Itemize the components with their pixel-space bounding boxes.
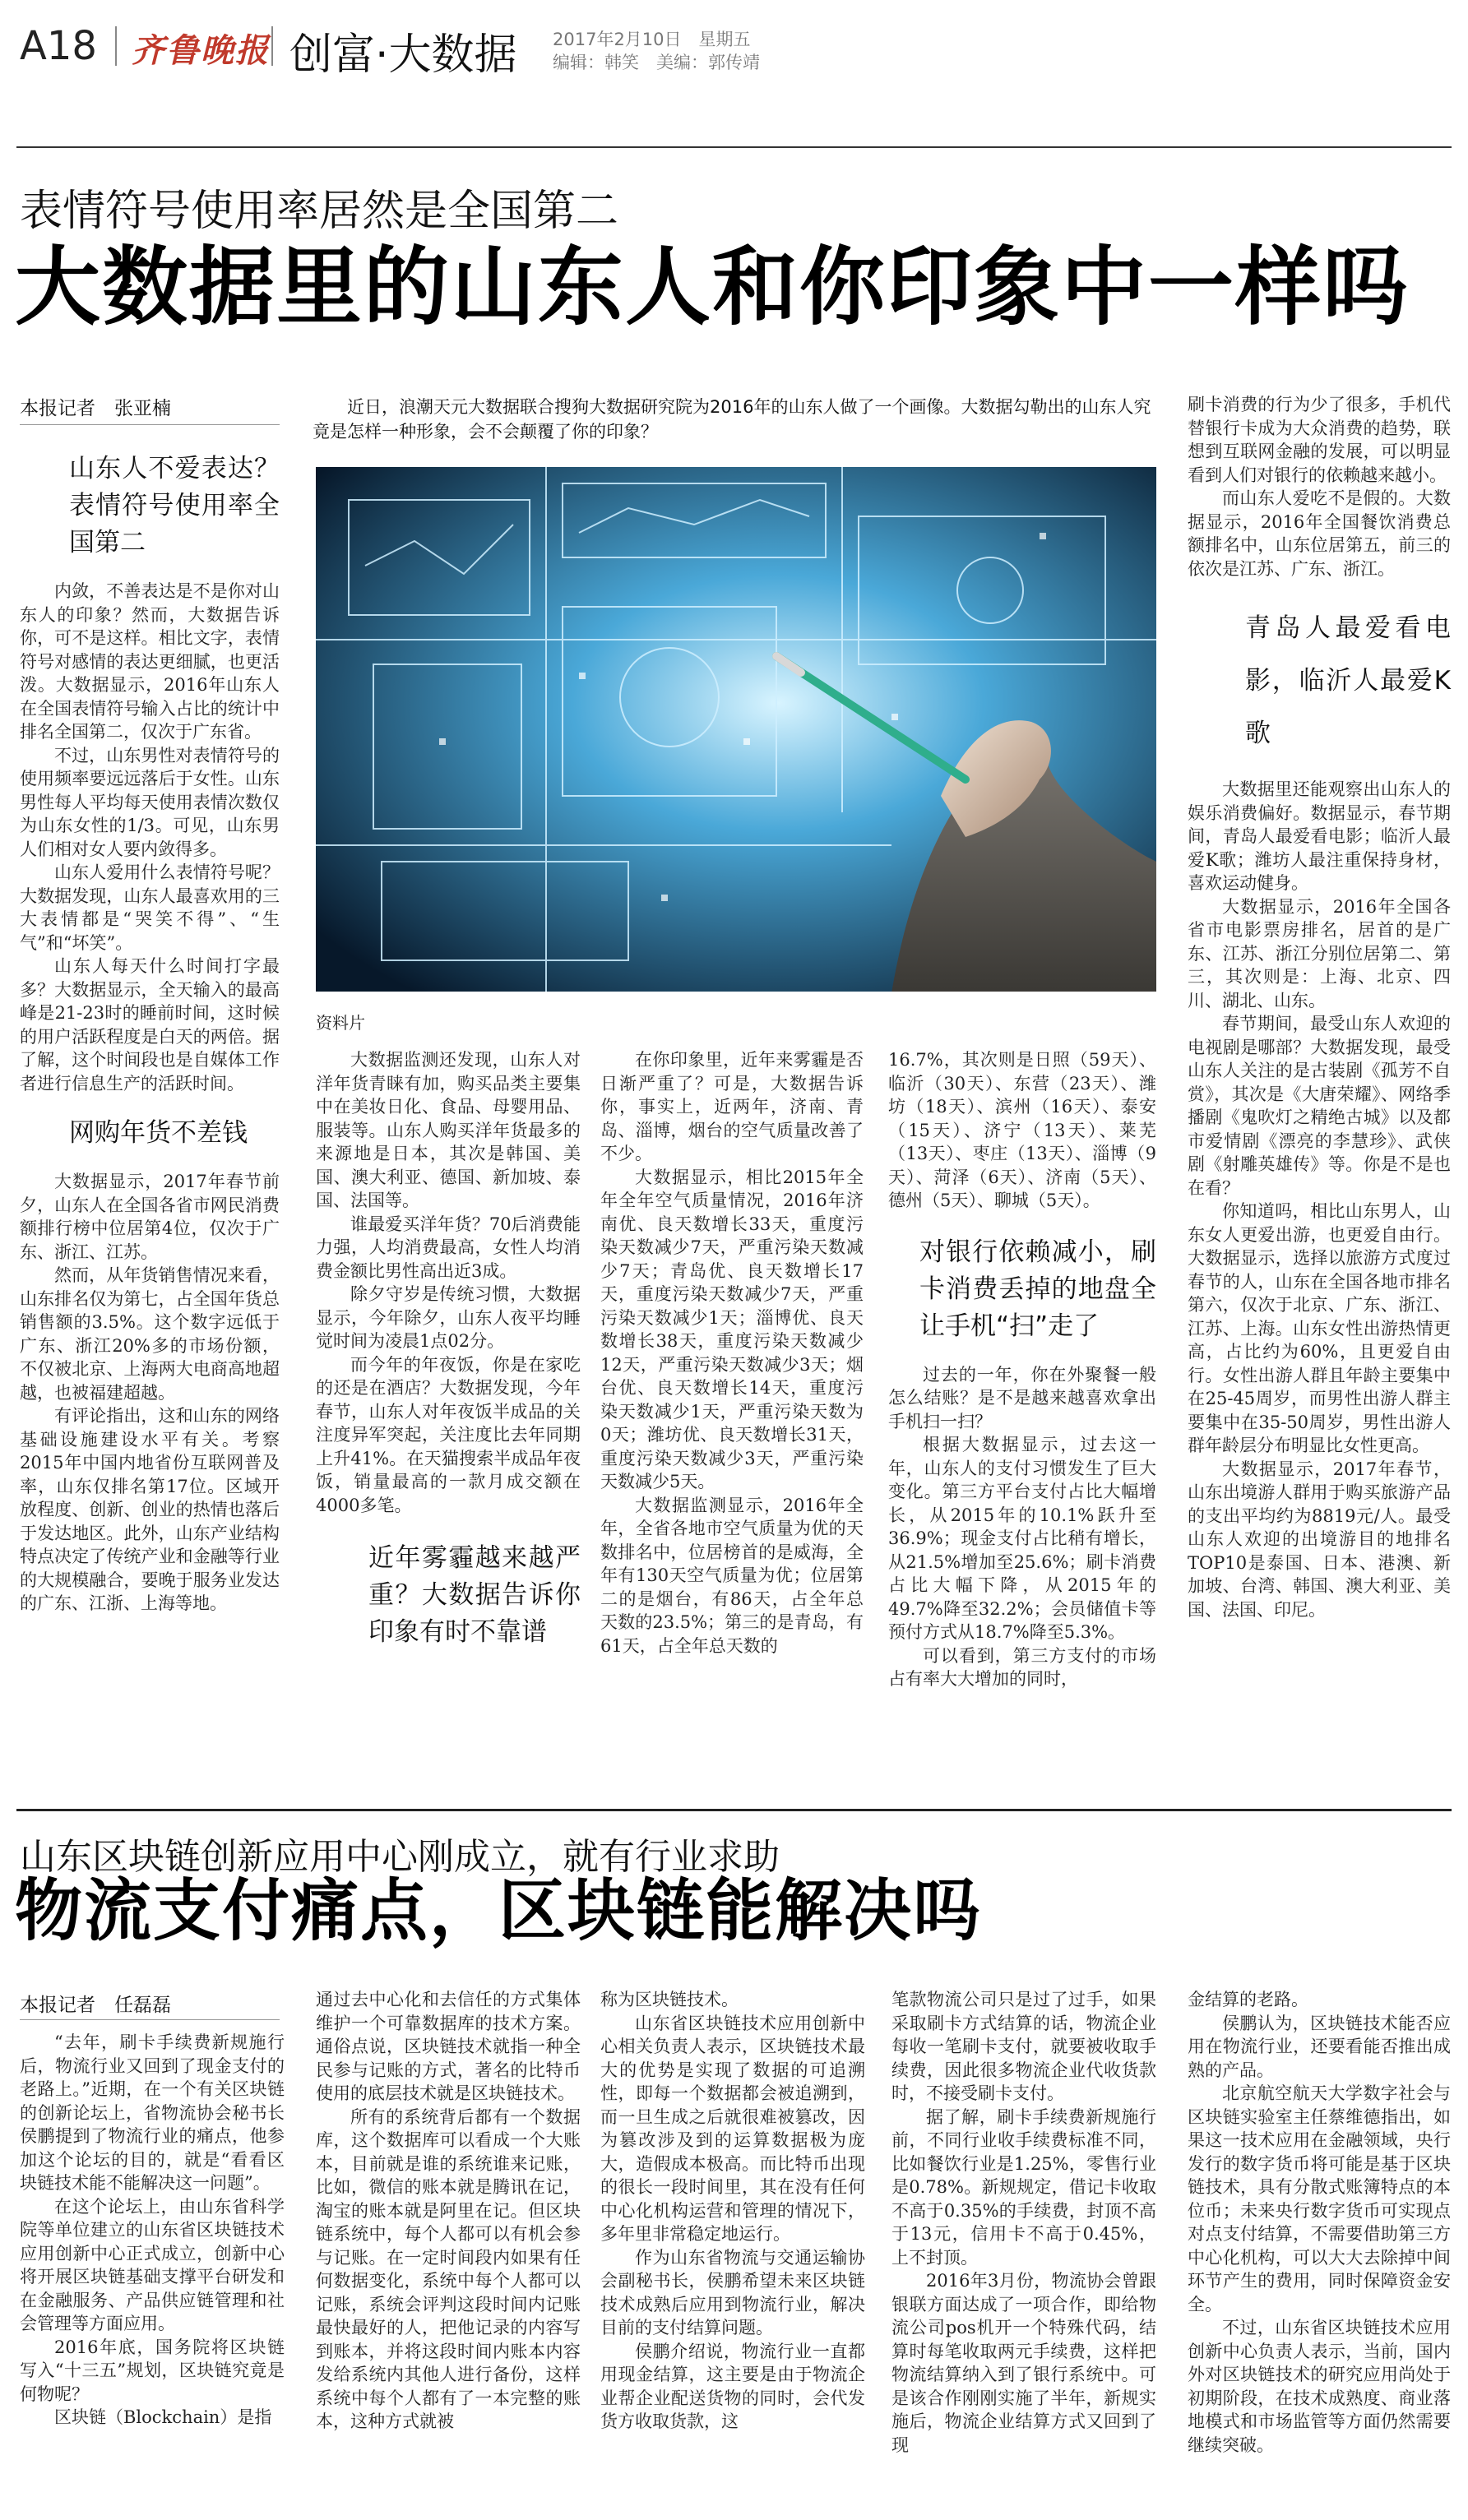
article1-column-2 (316, 1048, 581, 1651)
article1-lede: 近日，浪潮天元大数据联合搜狗大数据研究院为2016年的山东人做了一个画像。大数据勾勒出的山东人究竟是怎样一种形象，会不会颠覆了你的印象？ (313, 397, 1151, 442)
article2-column-1 (20, 2031, 285, 2430)
article1-column-5 (1188, 393, 1451, 1621)
editor-credits: 编辑：韩笑 美编：郭传靖 (553, 53, 760, 72)
paragraph: 2016年底，国务院将区块链写入“十三五”规划，区块链究竟是何物呢？ (20, 2337, 285, 2404)
paragraph: 有评论指出，这和山东的网络基础设施建设水平有关。考察2015年中国内地省份互联网普及率，山东仅排名第17位。区域开放程度、创新、创业的热情也落后于发达地区。此外，山东产业结构特点决定了传统产业和金融等行业的大规模融合，要晚于服务业发达的广东、江浙、上海等地。 (20, 1406, 280, 1613)
paragraph: 而今年的年夜饭，你是在家吃的还是在酒店？大数据发现，今年春节，山东人对年夜饭半成品的关注度异军突起，关注度比去年同期上升41%。在天猫搜索半成品年夜饭，销量最高的一款月成交额在4000多笔。 (316, 1354, 581, 1515)
article2-headline: 物流支付痛点，区块链能解决吗 (15, 1872, 983, 1950)
holographic-interface-image (316, 467, 1156, 992)
paragraph: 通过去中心化和去信任的方式集体维护一个可靠数据库的技术方案。通俗点说，区块链技术就指一种全民参与记账的方式，著名的比特币使用的底层技术就是区块链技术。 (316, 1990, 581, 2103)
paragraph: 内敛，不善表达是不是你对山东人的印象？然而，大数据告诉你，可不是这样。相比文字，表情符号对感情的表达更细腻，也更活泼。大数据显示，2016年山东人在全国表情符号输入占比的统计中排名全国第二，仅次于广东省。 (20, 581, 280, 742)
article1-column-3 (600, 1048, 864, 1658)
paragraph: 大数据里还能观察出山东人的娱乐消费偏好。数据显示，春节期间，青岛人最爱看电影；临沂人最爱K歌；潍坊人最注重保持身材，喜欢运动健身。 (1188, 779, 1451, 893)
paragraph: 不过，山东省区块链技术应用创新中心负责人表示，当前，国内外对区块链技术的研究应用尚处于初期阶段，在技术成熟度、商业落地模式和市场监管等方面仍然需要继续突破。 (1188, 2318, 1451, 2455)
paragraph: 除夕守岁是传统习惯，大数据显示，今年除夕，山东人夜平均睡觉时间为凌晨1点02分。 (316, 1284, 581, 1351)
subhead-smog: 近年雾霾越来越严重？大数据告诉你印象有时不靠谱 (368, 1543, 581, 1647)
tech-photo (316, 467, 1156, 992)
paragraph: 谁最爱买洋年货？70后消费能力强，人均消费最高，女性人均消费金额比男性高出近3成。 (316, 1214, 581, 1281)
article2-column-2 (316, 1988, 581, 2434)
paragraph: 大数据显示，相比2015年全年全年空气质量情况，2016年济南优、良天数增长33天，重度污染天数减少7天，严重污染天数减少7天；青岛优、良天数增长17天，重度污染天数减少7天，严重污染天数减少1天；淄博优、良天数增长38天，重度污染天数减少12天，严重污染天数减少3天；烟台优、良天数增长14天，重度污染天数减少1天，严重污染天数为0天；潍坊优、良天数增长31天，重度污染天数减少3天，严重污染天数减少5天。 (600, 1167, 864, 1491)
subhead-entertainment: 青岛人最爱看电影，临沂人最爱K歌 (1245, 613, 1451, 748)
paragraph: 据了解，刷卡手续费新规施行前，不同行业收手续费标准不同，比如餐饮行业是1.25%，零售行业是0.78%。新规规定，借记卡收取不高于0.35%的手续费，封顶不高于13元，信用卡不高于0.45%，上不封顶。 (891, 2106, 1156, 2268)
article1-column-4 (888, 1048, 1156, 1691)
paragraph: 金结算的老路。 (1188, 1990, 1308, 2009)
article2-byline: 本报记者 任磊磊 (20, 1995, 171, 2016)
byline-rule (20, 2019, 280, 2020)
section-title: 创富·大数据 (289, 30, 517, 80)
article2-kicker: 山东区块链创新应用中心刚成立，就有行业求助 (20, 1836, 780, 1878)
article-divider (16, 1809, 1452, 1811)
paragraph: 大数据显示，2017年春节前夕，山东人在全国各省市网民消费额排行榜中位居第4位，仅次于广东、浙江、江苏。 (20, 1172, 280, 1262)
article1-byline: 本报记者 张亚楠 (20, 398, 171, 419)
paragraph: 在这个论坛上，由山东省科学院等单位建立的山东省区块链技术应用创新中心正式成立，创新中心将开展区块链基础支撑平台研发和在金融服务、产品供应链管理和社会管理等方面应用。 (20, 2196, 285, 2333)
paragraph: 然而，从年货销售情况来看，山东排名仅为第七，占全国年货总销售额的3.5%。这个数字远低于广东、浙江20%多的市场份额，不仅被北京、上海两大电商高地超越，也被福建超越。 (20, 1265, 280, 1403)
paragraph: 山东人爱用什么表情符号呢？大数据发现，山东人最喜欢用的三大表情都是“哭笑不得”、“生气”和“坏笑”。 (20, 862, 280, 953)
paragraph: 16.7%，其次则是日照（59天）、临沂（30天）、东营（23天）、潍坊（18天）、滨州（16天）、泰安（15天）、济宁（13天）、莱芜（13天）、枣庄（13天）、淄博（9天）、菏泽（6天）、济南（5天）、德州（5天）、聊城（5天）。 (888, 1050, 1156, 1210)
article1-kicker: 表情符号使用率居然是全国第二 (20, 187, 619, 236)
paragraph: 而山东人爱吃不是假的。大数据显示，2016年全国餐饮消费总额排名中，山东位居第五，前三的依次是江苏、广东、浙江。 (1188, 488, 1451, 579)
article1-headline: 大数据里的山东人和你印象中一样吗 (15, 237, 1410, 337)
subhead-payment: 对银行依赖减小，刷卡消费丢掉的地盘全让手机“扫”走了 (919, 1237, 1156, 1341)
subhead-emoji: 山东人不爱表达？表情符号使用率全国第二 (69, 454, 280, 557)
paragraph: 大数据显示，2016年全国各省市电影票房排名，居首的是广东、江苏、浙江分别位居第二、第三，其次则是：上海、北京、四川、湖北、山东。 (1188, 896, 1451, 1010)
paragraph: 不过，山东男性对表情符号的使用频率要远远落后于女性。山东男性每人平均每天使用表情次数仅为山东女性的1/3。可见，山东男人们相对女人要内敛得多。 (20, 745, 280, 859)
page-number: A18 (20, 23, 97, 69)
paragraph: 北京航空航天大学数字社会与区块链实验室主任蔡维德指出，如果这一技术应用在金融领域，央行发行的数字货币将可能是基于区块链技术，具有分散式账簿特点的本位币；未来央行数字货币可实现点对点支付结算，不需要借助第三方中心化机构，可以大大去除掉中间环节产生的费用，同时保障资金安全。 (1188, 2083, 1451, 2314)
paragraph: 大数据显示，2017年春节，山东出境游人群用于购买旅游产品的支出平均约为8819元/人。最受山东人欢迎的出境游目的地排名TOP10是泰国、日本、港澳、新加坡、台湾、韩国、澳大利亚、美国、法国、印尼。 (1188, 1459, 1451, 1620)
article2-column-4 (891, 1988, 1156, 2457)
article2-column-3 (600, 1988, 865, 2434)
article1-column-1 (20, 451, 280, 1616)
paragraph: “去年，刷卡手续费新规施行后，物流行业又回到了现金支付的老路上。”近期，在一个有关区块链的创新论坛上，省物流协会秘书长侯鹏提到了物流行业的痛点，他参加这个论坛的目的，就是“看看区块链技术能不能解决这一问题”。 (20, 2032, 285, 2193)
paragraph: 山东人每天什么时间打字最多？大数据显示，全天输入的最高峰是21-23时的睡前时间，这时候的用户活跃程度是白天的两倍。据了解，这个时间段也是自媒体工作者进行信息生产的活跃时间。 (20, 956, 280, 1094)
paragraph: 根据大数据显示，过去这一年，山东人的支付习惯发生了巨大变化。第三方平台支付占比大幅增长，从2015年的10.1%跃升至36.9%；现金支付占比稍有增长，从21.5%增加至25.6%；刷卡消费占比大幅下降，从2015年的49.7%降至32.2%；会员储值卡等预付方式从18.7%降至5.3%。 (888, 1435, 1156, 1642)
paragraph: 笔款物流公司只是过了过手，如果采取刷卡方式结算的话，物流企业每收一笔刷卡支付，就要被收取手续费，因此很多物流企业代收货款时，不接受刷卡支付。 (891, 1990, 1156, 2103)
newspaper-logo: 齐鲁晚报 (132, 31, 270, 70)
paragraph: 侯鹏介绍说，物流行业一直都用现金结算，这主要是由于物流企业帮企业配送货物的同时，会代发货方收取货款，这 (600, 2341, 865, 2431)
paragraph: 春节期间，最受山东人欢迎的电视剧是哪部？大数据发现，最受山东人关注的是古装剧《孤芳不自赏》，其次是《大唐荣耀》、网络季播剧《鬼吹灯之精绝古城》以及都市爱情剧《漂亮的李慧珍》、武侠剧《射雕英雄传》等。你是不是也在看？ (1188, 1014, 1451, 1198)
paragraph: 在你印象里，近年来雾霾是否日渐严重了？可是，大数据告诉你，事实上，近两年，济南、青岛、淄博，烟台的空气质量改善了不少。 (600, 1050, 864, 1163)
paragraph: 山东省区块链技术应用创新中心相关负责人表示，区块链技术最大的优势是实现了数据的可追溯性，即每一个数据都会被追溯到，而一旦生成之后就很难被篡改，因为篡改涉及到的运算数据极为庞大，造假成本极高。而比特币出现的很长一段时间里，其在没有任何中心化机构运营和管理的情况下，多年里非常稳定地运行。 (600, 2013, 865, 2244)
masthead-separator (271, 26, 273, 66)
paragraph: 侯鹏认为，区块链技术能否应用在物流行业，还要看能否推出成熟的产品。 (1188, 2013, 1451, 2080)
paragraph: 作为山东省物流与交通运输协会副秘书长，侯鹏希望未来区块链技术成熟后应用到物流行业，解决目前的支付结算问题。 (600, 2247, 865, 2337)
paragraph: 区块链（Blockchain）是指 (54, 2407, 272, 2427)
paragraph: 所有的系统背后都有一个数据库，这个数据库可以看成一个大账本，目前就是谁的系统谁来记账，比如，微信的账本就是腾讯在记，淘宝的账本就是阿里在记。但区块链系统中，每个人都可以有机会参与记账。在一定时间段内如果有任何数据变化，系统中每个人都可以记账，系统会评判这段时间内记账最快最好的人，把他记录的内容写到账本，并将这段时间内账本内容发给系统内其他人进行备份，这样系统中每个人都有了一本完整的账本，这种方式就被 (316, 2106, 581, 2431)
article2-column-5 (1188, 1988, 1451, 2457)
paragraph: 2016年3月份，物流协会曾跟银联方面达成了一项合作，即给物流公司pos机开一个特殊代码，结算时每笔收取两元手续费，这样把物流结算纳入到了银行系统中。可是该合作刚刚实施了半年，新规实施后，物流企业结算方式又回到了现 (891, 2271, 1156, 2455)
masthead-rule (16, 146, 1452, 148)
byline-rule (20, 424, 280, 425)
subhead-shopping: 网购年货不差钱 (69, 1118, 248, 1148)
paragraph: 过去的一年，你在外聚餐一般怎么结账？是不是越来越喜欢拿出手机扫一扫？ (888, 1364, 1156, 1431)
paragraph: 大数据监测显示，2016年全年，全省各地市空气质量为优的天数排名中，位居榜首的是威海，全年有130天空气质量为优；位居第二的是烟台，有86天，占全年总天数的23.5%；第三的是青岛，有61天，占全年总天数的 (600, 1495, 864, 1656)
paragraph: 可以看到，第三方支付的市场占有率大大增加的同时， (888, 1645, 1156, 1689)
masthead-separator (115, 26, 117, 66)
paragraph: 大数据监测还发现，山东人对洋年货青睐有加，购买品类主要集中在美妆日化、食品、母婴用品、服装等。山东人购买洋年货最多的来源地是日本，其次是韩国、美国、澳大利亚、德国、新加坡、泰国、法国等。 (316, 1050, 581, 1210)
paragraph: 刷卡消费的行为少了很多，手机代替银行卡成为大众消费的趋势，联想到互联网金融的发展，可以明显看到人们对银行的依赖越来越小。 (1188, 395, 1451, 485)
paragraph: 你知道吗，相比山东男人，山东女人更爱出游，也更爱自由行。大数据显示，选择以旅游方式度过春节的人，山东在全国各地市排名第六，仅次于北京、广东、浙江、江苏、上海。山东女性出游热情更高，占比约为60%，且更爱自由行。女性出游人群且年龄主要集中在25-45周岁，而男性出游人群主要集中在35-50周岁，男性出游人群年龄层分布明显比女性更高。 (1188, 1201, 1451, 1455)
photo-caption: 资料片 (316, 1013, 365, 1033)
issue-date: 2017年2月10日 星期五 (553, 30, 751, 49)
paragraph: 称为区块链技术。 (600, 1990, 739, 2009)
